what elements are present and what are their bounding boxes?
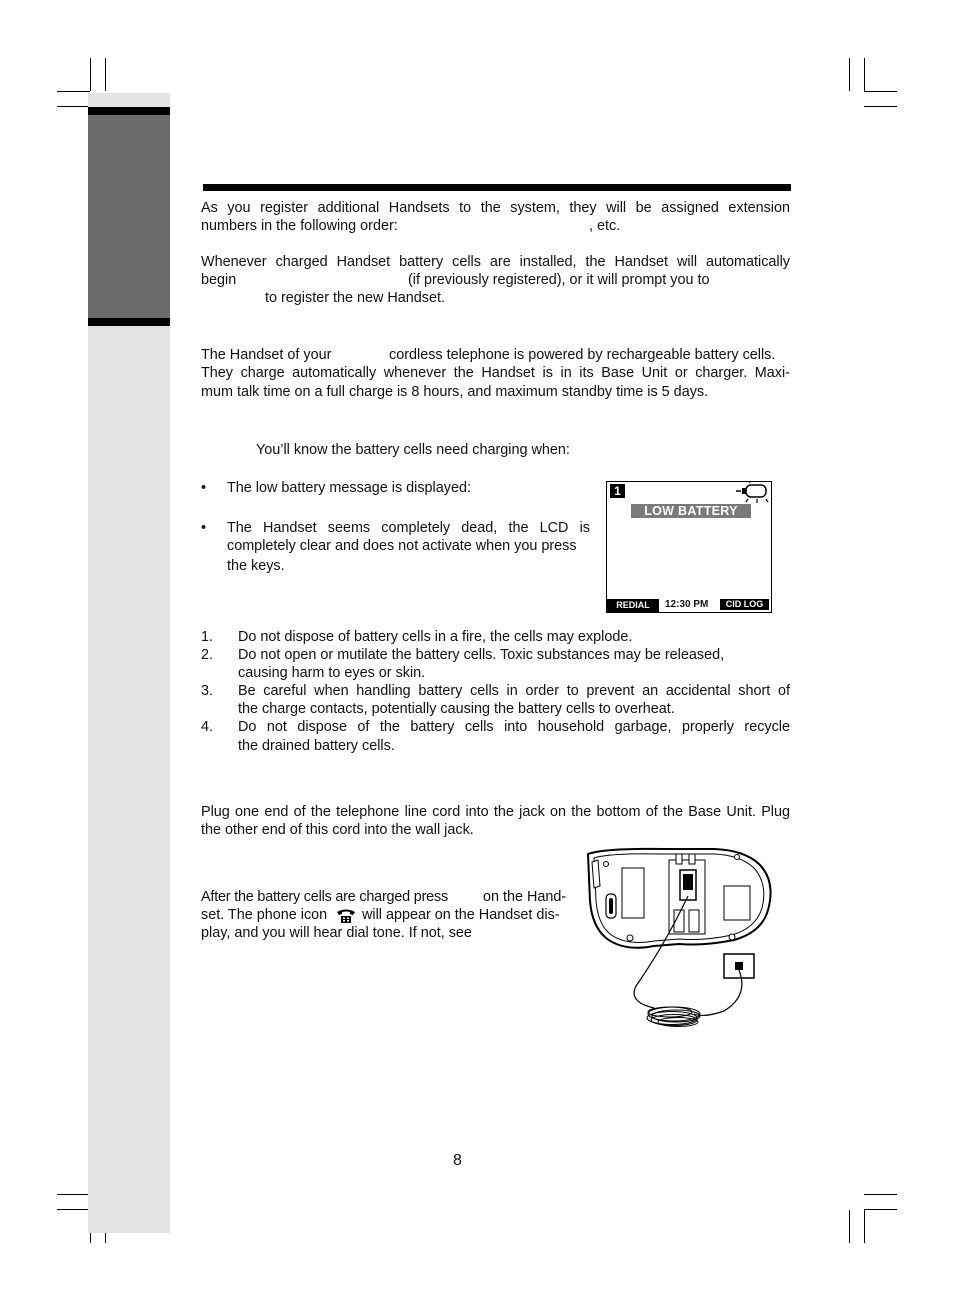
battery-line-1-a: The Handset of your bbox=[201, 347, 332, 363]
charged-line-2-b: (if previously registered), or it will prompt you to bbox=[408, 272, 710, 288]
charged-line-3: to register the new Handset. bbox=[265, 290, 445, 306]
crop-mark bbox=[57, 1194, 90, 1195]
caution-text: the drained battery cells. bbox=[238, 738, 395, 754]
crop-mark bbox=[864, 91, 897, 92]
crop-mark bbox=[105, 58, 106, 91]
dial-tone-line-1-b: on the Hand- bbox=[483, 889, 567, 905]
bullet-text: the keys. bbox=[227, 558, 285, 574]
lcd-handset-number: 1 bbox=[610, 484, 625, 498]
crop-mark bbox=[864, 1209, 897, 1210]
sidebar-tab-bottom-bar bbox=[88, 318, 170, 326]
dial-tone-line-3: play, and you will hear dial tone. If not, see bbox=[201, 925, 472, 941]
line-cord-line-1: Plug one end of the telephone line cord into the jack on the bottom of the Base Unit. Plug bbox=[201, 804, 790, 820]
intro-line-2 bbox=[201, 217, 398, 235]
intro-line-2-text: numbers in the following order: bbox=[201, 218, 398, 234]
caution-text: Do not dispose of battery cells in a fire, the cells may explode. bbox=[238, 629, 633, 645]
lcd-display bbox=[606, 481, 772, 613]
charged-line-2-a: begin bbox=[201, 272, 237, 288]
bullet-text: The Handset seems completely dead, the LCD is bbox=[227, 520, 590, 536]
caution-text: Be careful when handling battery cells in order to prevent an accidental short of bbox=[238, 683, 790, 699]
bullet-text: The low battery message is displayed: bbox=[227, 480, 471, 496]
line-cord-line-2: the other end of this cord into the wall jack. bbox=[201, 822, 474, 838]
caution-number: 1. bbox=[201, 629, 214, 645]
crop-mark bbox=[849, 1210, 850, 1243]
crop-mark bbox=[57, 1209, 90, 1210]
crop-mark bbox=[864, 1194, 897, 1195]
heading-rule bbox=[203, 184, 791, 191]
charged-line-1: Whenever charged Handset battery cells are installed, the Handset will automatically bbox=[201, 254, 790, 270]
charging-needed-text: You’ll know the battery cells need charging when: bbox=[256, 442, 570, 458]
crop-mark bbox=[90, 58, 91, 91]
battery-line-1-b: cordless telephone is powered by rechargeable battery cells. bbox=[389, 347, 776, 363]
caution-text: the charge contacts, potentially causing the battery cells to overheat. bbox=[238, 701, 675, 717]
page-number: 8 bbox=[453, 1152, 462, 1169]
crop-mark bbox=[864, 106, 897, 107]
lcd-redial-softkey: REDIAL bbox=[607, 599, 659, 612]
base-unit-illustration bbox=[584, 846, 776, 1034]
intro-line-2-tail: , etc. bbox=[589, 218, 621, 234]
dial-tone-line-2-b: will appear on the Handset dis- bbox=[362, 907, 560, 923]
sidebar-tab bbox=[88, 107, 170, 325]
sidebar-tab-top-bar bbox=[88, 107, 170, 115]
bullet-text: completely clear and does not activate when you press bbox=[227, 538, 577, 554]
intro-line-1: As you register additional Handsets to the system, they will be assigned extension bbox=[201, 200, 790, 216]
caution-text: Do not dispose of the battery cells into household garbage, properly recycle bbox=[238, 719, 790, 735]
caution-text: causing harm to eyes or skin. bbox=[238, 665, 426, 681]
battery-empty-icon bbox=[735, 482, 771, 504]
crop-mark bbox=[864, 58, 865, 91]
lcd-low-battery-message: LOW BATTERY bbox=[631, 504, 751, 518]
bullet-mark: • bbox=[201, 480, 207, 496]
caution-number: 3. bbox=[201, 683, 214, 699]
bullet-mark: • bbox=[201, 520, 207, 536]
dial-tone-line-2-a: set. The phone icon bbox=[201, 907, 328, 923]
caution-number: 2. bbox=[201, 647, 214, 663]
crop-mark bbox=[864, 1210, 865, 1243]
caution-text: Do not open or mutilate the battery cells. Toxic substances may be released, bbox=[238, 647, 725, 663]
crop-mark bbox=[57, 91, 90, 92]
lcd-time: 12:30 PM bbox=[665, 599, 709, 610]
crop-mark bbox=[57, 106, 90, 107]
lcd-cid-log-softkey: CID LOG bbox=[720, 599, 769, 610]
crop-mark bbox=[849, 58, 850, 91]
caution-number: 4. bbox=[201, 719, 214, 735]
dial-tone-line-1-a: After the battery cells are charged press bbox=[201, 889, 448, 905]
phone-icon bbox=[335, 908, 357, 924]
battery-line-2: They charge automatically whenever the Handset is in its Base Unit or charger. Maxi- bbox=[201, 365, 790, 381]
battery-line-3: mum talk time on a full charge is 8 hours, and maximum standby time is 5 days. bbox=[201, 384, 709, 400]
